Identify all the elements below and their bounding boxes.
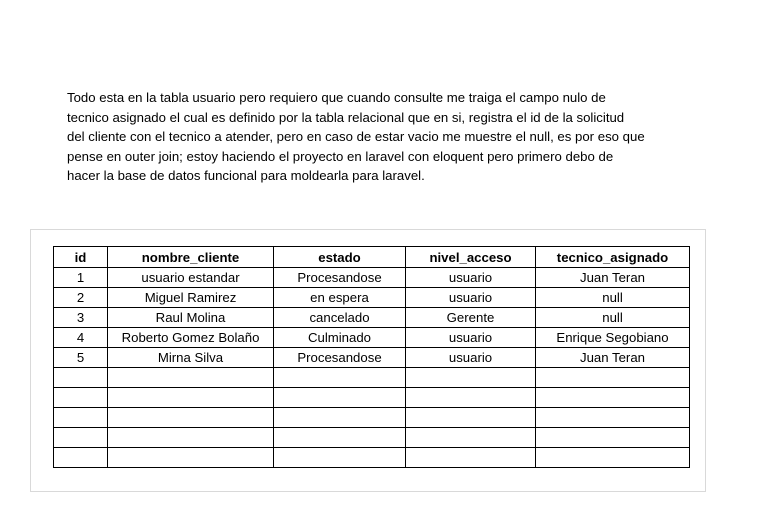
table-cell[interactable]: Procesandose <box>274 348 406 368</box>
table-cell[interactable] <box>536 428 690 448</box>
table-row <box>54 408 690 428</box>
table-cell[interactable]: 2 <box>54 288 108 308</box>
table-cell[interactable] <box>406 368 536 388</box>
description-text <box>67 88 707 186</box>
table-cell[interactable]: Gerente <box>406 308 536 328</box>
column-header-id[interactable]: id <box>54 247 108 268</box>
table-row <box>54 268 690 288</box>
table-cell[interactable]: Procesandose <box>274 268 406 288</box>
table-cell[interactable] <box>274 428 406 448</box>
table-cell[interactable]: null <box>536 308 690 328</box>
table-cell[interactable] <box>108 448 274 468</box>
table-cell[interactable]: usuario <box>406 268 536 288</box>
table-cell[interactable]: 3 <box>54 308 108 328</box>
column-header-tecnico-asignado[interactable]: tecnico_asignado <box>536 247 690 268</box>
table-row <box>54 448 690 468</box>
table-cell[interactable] <box>54 388 108 408</box>
table-row <box>54 308 690 328</box>
table-cell[interactable]: Miguel Ramirez <box>108 288 274 308</box>
table-cell[interactable] <box>54 368 108 388</box>
table-cell[interactable] <box>274 388 406 408</box>
table-cell[interactable]: Juan Teran <box>536 268 690 288</box>
table-cell[interactable]: 5 <box>54 348 108 368</box>
table-cell[interactable] <box>536 368 690 388</box>
gridline <box>30 229 31 492</box>
column-header-nombre-cliente[interactable]: nombre_cliente <box>108 247 274 268</box>
table-cell[interactable]: Enrique Segobiano <box>536 328 690 348</box>
table-cell[interactable] <box>406 428 536 448</box>
gridline <box>30 491 706 492</box>
table-cell[interactable]: en espera <box>274 288 406 308</box>
table-cell[interactable] <box>406 388 536 408</box>
spreadsheet-area <box>30 229 706 492</box>
table-header-row <box>54 247 690 268</box>
table-cell[interactable] <box>108 388 274 408</box>
table-cell[interactable]: Mirna Silva <box>108 348 274 368</box>
table-cell[interactable]: usuario estandar <box>108 268 274 288</box>
table-cell[interactable] <box>274 408 406 428</box>
table-cell[interactable] <box>108 368 274 388</box>
table-cell[interactable] <box>536 388 690 408</box>
table-cell[interactable] <box>54 408 108 428</box>
table-cell[interactable] <box>406 448 536 468</box>
table-cell[interactable] <box>536 448 690 468</box>
description-line: del cliente con el tecnico a atender, pero en caso de estar vacio me muestre el null, es por eso que <box>67 129 645 145</box>
table-cell[interactable]: 1 <box>54 268 108 288</box>
table-cell[interactable]: usuario <box>406 348 536 368</box>
column-header-estado[interactable]: estado <box>274 247 406 268</box>
table-row <box>54 388 690 408</box>
table-row <box>54 328 690 348</box>
table-cell[interactable]: usuario <box>406 288 536 308</box>
table-cell[interactable] <box>536 408 690 428</box>
description-line: hacer la base de datos funcional para moldearla para laravel. <box>67 168 425 184</box>
table-cell[interactable] <box>274 368 406 388</box>
data-table <box>53 246 690 468</box>
gridline <box>705 229 706 492</box>
table-cell[interactable]: 4 <box>54 328 108 348</box>
table-row <box>54 288 690 308</box>
table-row <box>54 428 690 448</box>
table-cell[interactable] <box>54 428 108 448</box>
table-cell[interactable]: cancelado <box>274 308 406 328</box>
table-cell[interactable] <box>274 448 406 468</box>
table-cell[interactable] <box>108 428 274 448</box>
description-line: pense en outer join; estoy haciendo el proyecto en laravel con eloquent pero primero debo de <box>67 148 614 164</box>
column-header-nivel-acceso[interactable]: nivel_acceso <box>406 247 536 268</box>
table-cell[interactable]: Juan Teran <box>536 348 690 368</box>
table-cell[interactable] <box>406 408 536 428</box>
table-cell[interactable]: null <box>536 288 690 308</box>
table-cell[interactable]: Raul Molina <box>108 308 274 328</box>
gridline <box>30 229 706 230</box>
table-cell[interactable]: usuario <box>406 328 536 348</box>
description-line: tecnico asignado el cual es definido por la tabla relacional que en si, registra el id de la solicitud <box>67 109 625 125</box>
table-cell[interactable]: Roberto Gomez Bolaño <box>108 328 274 348</box>
table-cell[interactable] <box>54 448 108 468</box>
description-line: Todo esta en la tabla usuario pero requiero que cuando consulte me traiga el campo nulo de <box>67 90 606 105</box>
table-row <box>54 348 690 368</box>
table-cell[interactable] <box>108 408 274 428</box>
table-row <box>54 368 690 388</box>
table-cell[interactable]: Culminado <box>274 328 406 348</box>
